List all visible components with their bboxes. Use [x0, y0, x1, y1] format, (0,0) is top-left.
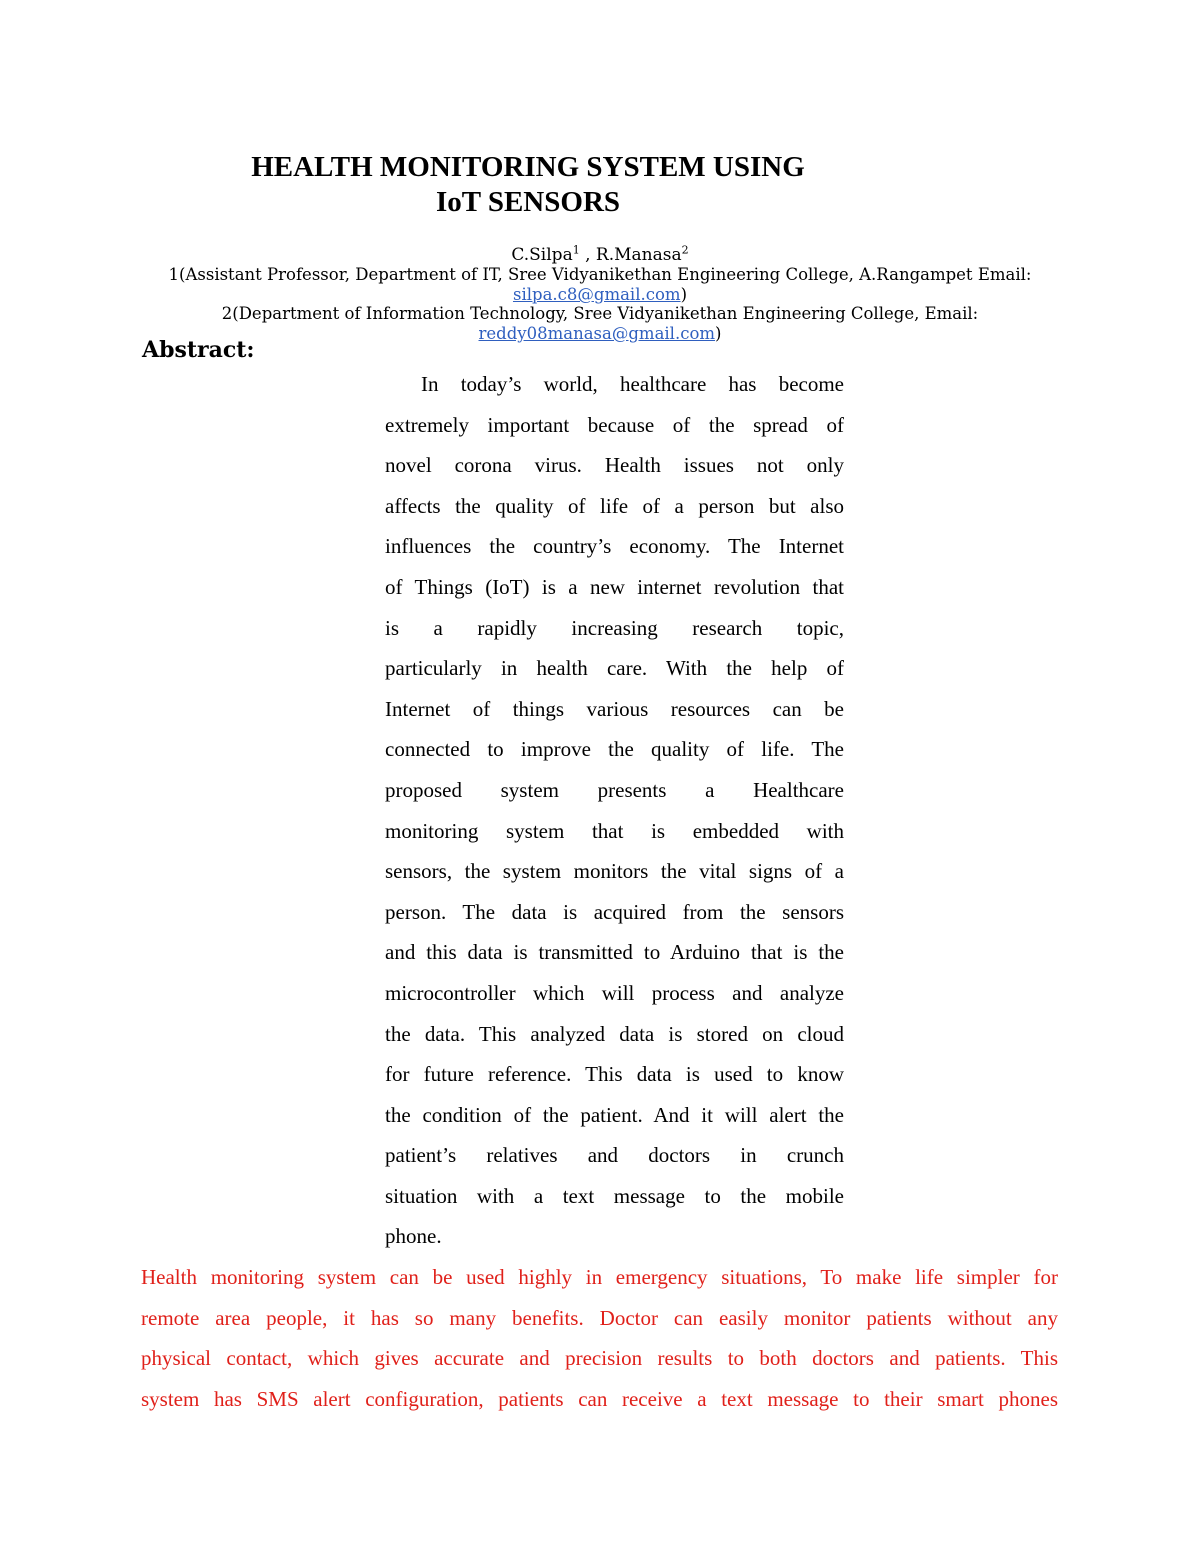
affiliation-1-email-line — [0, 285, 1200, 304]
author-separator: , — [579, 245, 596, 265]
abstract-heading: Abstract: — [142, 337, 255, 363]
author-affiliation-marker: 2 — [681, 243, 689, 257]
author-affiliation-marker: 1 — [572, 243, 580, 257]
closing-paren: ) — [680, 285, 687, 304]
highlighted-paragraph-line: system has SMS alert configuration, patients can receive a text message to their smart phones — [141, 1386, 1058, 1411]
abstract-line: Internet of things various resources can be — [385, 696, 844, 721]
highlighted-paragraph — [141, 1257, 1058, 1419]
abstract-line: microcontroller which will process and analyze — [385, 980, 844, 1005]
affiliation-1: 1(Assistant Professor, Department of IT, Sree Vidyanikethan Engineering College, A.Rangampet Email: — [168, 265, 1032, 284]
abstract-line: connected to improve the quality of life. The — [385, 737, 844, 762]
author-name: C.Silpa — [511, 245, 573, 265]
abstract-line: affects the quality of life of a person but also — [385, 493, 844, 518]
abstract-line: novel corona virus. Health issues not only — [385, 453, 844, 478]
abstract-line: patient’s relatives and doctors in crunch — [385, 1143, 844, 1168]
abstract-line: of Things (IoT) is a new internet revolution that — [385, 574, 844, 599]
closing-paren: ) — [715, 324, 722, 343]
abstract-line: the data. This analyzed data is stored on cloud — [385, 1021, 844, 1046]
author-list — [0, 245, 1200, 265]
abstract-line: monitoring system that is embedded with — [385, 818, 844, 843]
abstract-line: influences the country’s economy. The Internet — [385, 534, 844, 559]
highlighted-paragraph-line: Health monitoring system can be used highly in emergency situations, To make life simpler for — [141, 1265, 1058, 1289]
paper-title-line-2: IoT SENSORS — [435, 186, 621, 218]
highlighted-paragraph-line: remote area people, it has so many benefits. Doctor can easily monitor patients without any — [141, 1305, 1058, 1330]
affiliation-2: 2(Department of Information Technology, Sree Vidyanikethan Engineering College, Email: — [221, 304, 979, 323]
abstract-line: proposed system presents a Healthcare — [385, 777, 844, 802]
abstract-line: sensors, the system monitors the vital signs of a — [385, 859, 844, 884]
abstract-line: and this data is transmitted to Arduino that is the — [385, 940, 844, 965]
abstract-line: phone. — [385, 1224, 442, 1249]
paper-title-line-1: HEALTH MONITORING SYSTEM USING — [251, 151, 805, 183]
author-name: R.Manasa — [595, 245, 682, 265]
email-link-2[interactable]: reddy08manasa@gmail.com — [478, 324, 716, 343]
abstract-line: person. The data is acquired from the sensors — [385, 899, 844, 924]
email-link-1[interactable]: silpa.c8@gmail.com — [512, 285, 681, 304]
abstract-line: In today’s world, healthcare has become — [421, 372, 844, 396]
highlighted-paragraph-line: physical contact, which gives accurate and precision results to both doctors and patients. This — [141, 1346, 1058, 1371]
abstract-body — [385, 364, 844, 1257]
abstract-line: extremely important because of the spread of — [385, 412, 844, 437]
abstract-line: is a rapidly increasing research topic, — [385, 615, 844, 640]
abstract-line: particularly in health care. With the help of — [385, 656, 844, 681]
abstract-line: situation with a text message to the mobile — [385, 1183, 844, 1208]
abstract-line: the condition of the patient. And it will alert the — [385, 1102, 844, 1127]
abstract-line: for future reference. This data is used to know — [385, 1062, 844, 1087]
